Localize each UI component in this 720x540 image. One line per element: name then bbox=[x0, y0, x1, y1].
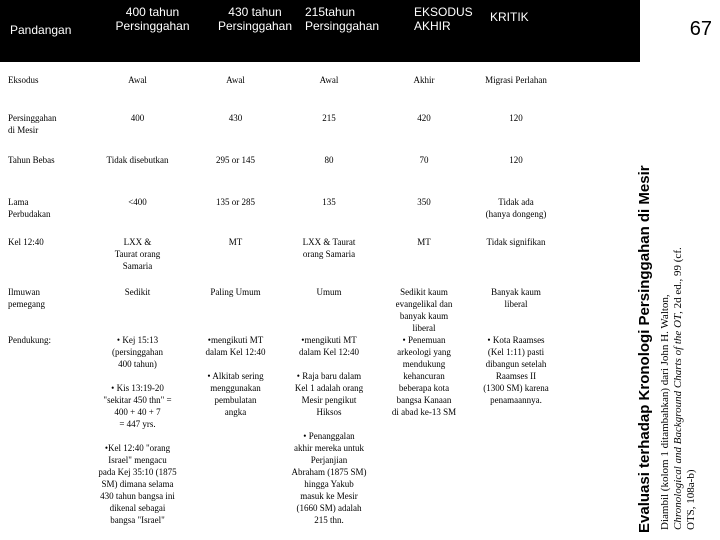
table-cell-c4 bbox=[378, 112, 470, 124]
cell-line: Awal bbox=[319, 75, 339, 85]
table-cell-label bbox=[8, 196, 90, 220]
cell-line: pemegang bbox=[8, 299, 45, 309]
header-col4 bbox=[414, 5, 494, 33]
cell-line: dikenal sebagai bbox=[109, 503, 166, 513]
cell-line: bangsa "Israel" bbox=[110, 515, 165, 525]
cell-line: Migrasi Perlahan bbox=[485, 75, 547, 85]
cell-line: 120 bbox=[509, 155, 523, 165]
cell-line: LXX & Taurat bbox=[302, 237, 356, 247]
cell-line: dalam Kel 12:40 bbox=[205, 347, 266, 357]
table-cell-c2 bbox=[187, 154, 284, 166]
cell-line: 120 bbox=[509, 113, 523, 123]
cell-line: arkeologi yang bbox=[397, 347, 451, 357]
sidebar-source-line3 bbox=[685, 470, 698, 531]
table-cell-c3 bbox=[284, 196, 374, 208]
cell-line: liberal bbox=[504, 299, 528, 309]
pendukung-item bbox=[90, 382, 185, 430]
pendukung-label: Pendukung: bbox=[8, 335, 52, 345]
pendukung-item bbox=[90, 442, 185, 526]
cell-line: (1660 SM) adalah bbox=[296, 503, 362, 513]
cell-line: Umum bbox=[316, 287, 342, 297]
table-cell-c1 bbox=[90, 112, 185, 124]
cell-line: akhir mereka untuk bbox=[294, 443, 364, 453]
source-title: Chronological and Background Charts of the OT bbox=[672, 313, 684, 530]
cell-line: Tahun Bebas bbox=[8, 155, 55, 165]
table-cell-label bbox=[8, 286, 90, 310]
cell-line: SM) dimana selama bbox=[101, 479, 174, 489]
cell-line: penamaannya. bbox=[490, 395, 542, 405]
sidebar-title: Evaluasi terhadap Kronologi Persinggahan di Mesir bbox=[636, 165, 653, 533]
cell-line: 215 bbox=[322, 113, 336, 123]
cell-line: dibangun setelah bbox=[485, 359, 547, 369]
source-line3: OTS, 108a-b) bbox=[685, 469, 697, 530]
cell-line: 295 or 145 bbox=[216, 155, 255, 165]
cell-line: Tidak signifikan bbox=[486, 237, 546, 247]
cell-line: 70 bbox=[419, 155, 429, 165]
cell-line: <400 bbox=[128, 197, 147, 207]
cell-line: Persinggahan bbox=[305, 19, 380, 33]
cell-line: Sedikit kaum bbox=[400, 287, 448, 297]
cell-line: Kel 1 adalah orang bbox=[294, 383, 364, 393]
cell-line: angka bbox=[224, 407, 247, 417]
cell-line: (hanya dongeng) bbox=[485, 209, 547, 219]
cell-line: di abad ke-13 SM bbox=[391, 407, 457, 417]
pendukung-item bbox=[90, 334, 185, 370]
table-cell-label bbox=[8, 112, 90, 136]
source-prefix: Diambil (kolom 1 ditambahkan) dari John H. Walton, bbox=[659, 294, 671, 530]
cell-line: •mengikuti MT bbox=[301, 335, 357, 345]
cell-line: AKHIR bbox=[414, 19, 451, 33]
cell-line: Raamses II bbox=[495, 371, 537, 381]
cell-line: LXX & bbox=[123, 237, 152, 247]
table-cell-label bbox=[8, 236, 90, 248]
cell-line: Awal bbox=[226, 75, 245, 85]
cell-line: Akhir bbox=[413, 75, 435, 85]
table-cell-c4 bbox=[378, 154, 470, 166]
cell-line: pembulatan bbox=[214, 395, 257, 405]
pendukung-item bbox=[378, 334, 470, 418]
cell-line: kehancuran bbox=[403, 371, 445, 381]
cell-line: 350 bbox=[417, 197, 431, 207]
cell-line: 430 bbox=[228, 113, 243, 123]
cell-line: 135 bbox=[322, 197, 336, 207]
cell-line: dalam Kel 12:40 bbox=[299, 347, 359, 357]
table-cell-c1 bbox=[90, 154, 185, 166]
cell-line: Paling Umum bbox=[210, 287, 261, 297]
cell-line: Taurat orang bbox=[114, 249, 161, 259]
cell-line: = 447 yrs. bbox=[119, 419, 156, 429]
cell-line: • Raja baru dalam bbox=[296, 371, 362, 381]
table-cell-c3 bbox=[284, 74, 374, 86]
table-header bbox=[0, 0, 640, 62]
table-cell-c1 bbox=[90, 74, 185, 86]
cell-line: Samaria bbox=[122, 261, 153, 271]
cell-line: "sekitar 450 thn" = bbox=[103, 395, 172, 405]
cell-line: 400 tahun bbox=[125, 5, 180, 19]
cell-line: bangsa Kanaan bbox=[396, 395, 452, 405]
cell-line: Persinggahan bbox=[217, 19, 293, 33]
cell-line: • Kota Raamses bbox=[487, 335, 545, 345]
cell-line: • Kej 15:13 bbox=[116, 335, 159, 345]
table-cell-c5 bbox=[470, 196, 562, 220]
header-col3 bbox=[305, 5, 415, 33]
pendukung-item bbox=[284, 430, 374, 526]
cell-line: Banyak kaum bbox=[491, 287, 541, 297]
table-cell-c4 bbox=[378, 286, 470, 334]
table-cell-c5 bbox=[470, 286, 562, 310]
table-cell-c3 bbox=[284, 112, 374, 124]
cell-line: banyak kaum bbox=[399, 311, 449, 321]
table-cell-c5 bbox=[470, 154, 562, 166]
header-col2 bbox=[195, 5, 315, 33]
cell-line: Eksodus bbox=[8, 75, 39, 85]
cell-line: Israel" mengacu bbox=[108, 455, 167, 465]
cell-line: 80 bbox=[324, 155, 334, 165]
cell-line: Perjanjian bbox=[310, 455, 348, 465]
sidebar-source-line1 bbox=[659, 294, 672, 530]
pendukung-item bbox=[187, 370, 284, 418]
table-cell-c3 bbox=[284, 286, 374, 298]
table-cell-c1 bbox=[90, 286, 185, 298]
cell-line: •mengikuti MT bbox=[207, 335, 264, 345]
cell-line: evangelikal dan bbox=[395, 299, 453, 309]
cell-line: beberapa kota bbox=[398, 383, 450, 393]
cell-line: di Mesir bbox=[8, 125, 39, 135]
cell-line: Sedikit bbox=[124, 287, 151, 297]
cell-line: Persinggahan bbox=[8, 113, 57, 123]
cell-line: Ilmuwan bbox=[8, 287, 40, 297]
table-cell-c1 bbox=[90, 196, 185, 208]
table-cell-label bbox=[8, 74, 90, 86]
cell-line: Lama bbox=[8, 197, 29, 207]
table-cell-c2 bbox=[187, 236, 284, 248]
table-cell-c4 bbox=[378, 236, 470, 248]
cell-line: liberal bbox=[412, 323, 436, 333]
pendukung-item bbox=[470, 334, 562, 406]
cell-line: MT bbox=[228, 237, 243, 247]
table-cell-c4 bbox=[378, 74, 470, 86]
sidebar bbox=[632, 0, 720, 540]
cell-line: 420 bbox=[417, 113, 431, 123]
cell-line: MT bbox=[417, 237, 431, 247]
cell-line: 430 tahun bangsa ini bbox=[100, 491, 175, 501]
cell-line: Hiksos bbox=[316, 407, 342, 417]
cell-line: masuk ke Mesir bbox=[300, 491, 358, 501]
cell-line: Kel 12:40 bbox=[8, 237, 44, 247]
table-cell-c2 bbox=[187, 196, 284, 208]
table-cell-c2 bbox=[187, 112, 284, 124]
table-cell-c3 bbox=[284, 154, 374, 166]
cell-line: 135 or 285 bbox=[216, 197, 255, 207]
cell-line: 215 thn. bbox=[314, 515, 344, 525]
cell-line: orang Samaria bbox=[302, 249, 356, 259]
cell-line: 430 tahun bbox=[228, 5, 282, 19]
cell-line: • Penemuan bbox=[402, 335, 446, 345]
cell-line: menggunakan bbox=[210, 383, 261, 393]
table-cell-c4 bbox=[378, 196, 470, 208]
header-col5: KRITIK bbox=[490, 10, 529, 24]
cell-line: hingga Yakub bbox=[304, 479, 354, 489]
cell-line: Awal bbox=[128, 75, 147, 85]
cell-line: •Kel 12:40 "orang bbox=[104, 443, 171, 453]
pendukung-item bbox=[187, 334, 284, 358]
table-cell-c2 bbox=[187, 286, 284, 298]
cell-line: Perbudakan bbox=[8, 209, 51, 219]
cell-line: Abraham (1875 SM) bbox=[291, 467, 367, 477]
header-col0: Pandangan bbox=[10, 23, 72, 37]
cell-line: (persinggahan bbox=[112, 347, 163, 357]
header-col1 bbox=[95, 5, 210, 33]
cell-line: pada Kej 35:10 (1875 bbox=[98, 467, 177, 477]
table-cell-c5 bbox=[470, 112, 562, 124]
cell-line: 400 bbox=[130, 113, 145, 123]
pendukung-item bbox=[284, 370, 374, 418]
cell-line: Mesir pengikut bbox=[301, 395, 357, 405]
table-cell-c2 bbox=[187, 74, 284, 86]
cell-line: 215tahun bbox=[305, 5, 356, 19]
table-cell-c1 bbox=[90, 236, 185, 272]
source-suffix: , 2d ed., 99 (cf. bbox=[672, 247, 684, 314]
page-number: 67 bbox=[689, 18, 712, 40]
table-cell-c3 bbox=[284, 236, 374, 260]
pendukung-item bbox=[284, 334, 374, 358]
sidebar-source-line2 bbox=[672, 247, 685, 530]
cell-line: • Alkitab sering bbox=[207, 371, 264, 381]
cell-line: (1300 SM) karena bbox=[483, 383, 549, 393]
cell-line: Tidak disebutkan bbox=[106, 155, 169, 165]
cell-line: Tidak ada bbox=[498, 197, 534, 207]
cell-line: 400 tahun) bbox=[118, 359, 157, 369]
table-cell-c5 bbox=[470, 236, 562, 248]
table-cell-c5 bbox=[470, 74, 562, 86]
cell-line: mendukung bbox=[402, 359, 446, 369]
cell-line: (Kel 1:11) pasti bbox=[487, 347, 545, 357]
cell-line: 400 + 40 + 7 bbox=[114, 407, 161, 417]
cell-line: • Penanggalan bbox=[303, 431, 355, 441]
table-cell-label bbox=[8, 154, 90, 166]
cell-line: • Kis 13:19-20 bbox=[111, 383, 164, 393]
cell-line: EKSODUS bbox=[414, 5, 473, 19]
cell-line: Persinggahan bbox=[115, 19, 190, 33]
